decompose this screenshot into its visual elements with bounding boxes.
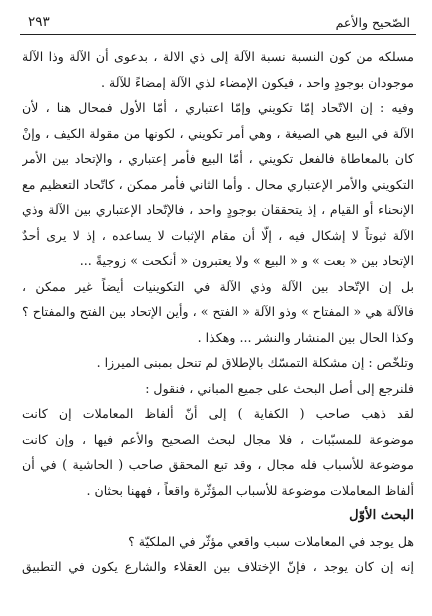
text-line: وفيه : إن الاتّحاد إمّا تكويني وإمّا اعتباري ، أمّا الأول فمحال هنا ، لأن (22, 100, 414, 115)
text-line: كان بالمعاطاة فالفعل تكويني ، أمّا البيع فأمر إعتباري ، والإتحاد بين الأمر (22, 151, 414, 166)
text-line: الآلة في البيع هي الصيغة ، وهي أمر تكويني ، لكونها من مقولة الكيف ، وإنْ (22, 125, 414, 141)
text-line: وتلخّص : إن مشكلة التمسّك بالإطلاق لم تنحل بمبنى الميرزا . (96, 355, 414, 370)
text-line: هل يوجد في المعاملات سبب واقعي مؤثّر في الملكيّة ؟ (128, 533, 414, 549)
text-line: موجودان بوجودٍ واحد ، فيكون الإمضاء لذي الآلة إمضاءً للآلة . (101, 74, 414, 90)
text-line: لقد ذهب صاحب ( الكفاية ) إلى أنّ ألفاظ المعاملات إن كانت (22, 406, 414, 421)
text-line: موضوعة للأسباب فله مجال ، وقد تبع المحقق صاحب ( الحاشية ) في أن (22, 457, 414, 472)
text-line: وكذا الحال بين المنشار والنشر ... وهكذا . (197, 329, 414, 345)
text-line: إنه إن كان يوجد ، فإنّ الإختلاف بين العقلاء والشارع يكون في التطبيق (22, 559, 414, 574)
running-title: الصّحيح والأعم (335, 15, 410, 30)
text-line: الإنحناء أو القيام ، إذ يتحققان بوجودٍ واحد ، فالإتّحاد الإعتباري بين الآلة وذي (22, 202, 414, 217)
text-line: فالآلة هي « المفتاح » وذو الآلة « الفتح » ، وأين الإتحاد بين الفتح والمفتاح ؟ (22, 304, 414, 319)
text-line: ألفاظ المعاملات موضوعة للأسباب المؤثّرة واقعاً ، فههنا بحثان . (86, 482, 414, 498)
page-header (20, 12, 416, 35)
body-text (22, 44, 414, 580)
text-line: بل إن الإتّحاد بين الآلة وذي الآلة في التكوينيات أيضاً غير ممكن ، (22, 278, 414, 294)
text-line: الإتحاد بين « بعت » و « البيع » ولا يعتبرون « أنكحت » زوجيةً ... (79, 253, 414, 268)
text-line: مسلكه من كون النسبة نسبة الآلة إلى ذي الالة ، بدعوى أن الآلة وذا الآلة (22, 49, 414, 64)
section-heading: البحث الأوّل (349, 508, 414, 523)
page-number: ٢٩٣ (28, 14, 50, 30)
text-line: موضوعة للمسبّبات ، فلا مجال لبحث الصحيح والأعم فيها ، وإن كانت (22, 431, 414, 447)
text-line: التكويني والأمر الإعتباري محال . وأما الثاني فأمر ممكن ، كاتّحاد التعظيم مع (22, 176, 414, 192)
text-line: فلنرجع إلى أصل البحث على جميع المباني ، فنقول : (145, 380, 414, 396)
text-line: الآلة ثبوتاً لا إشكال فيه ، إلّا أن مقام الإثبات لا يساعده ، إذ لا يرى أحدٌ (22, 227, 414, 243)
